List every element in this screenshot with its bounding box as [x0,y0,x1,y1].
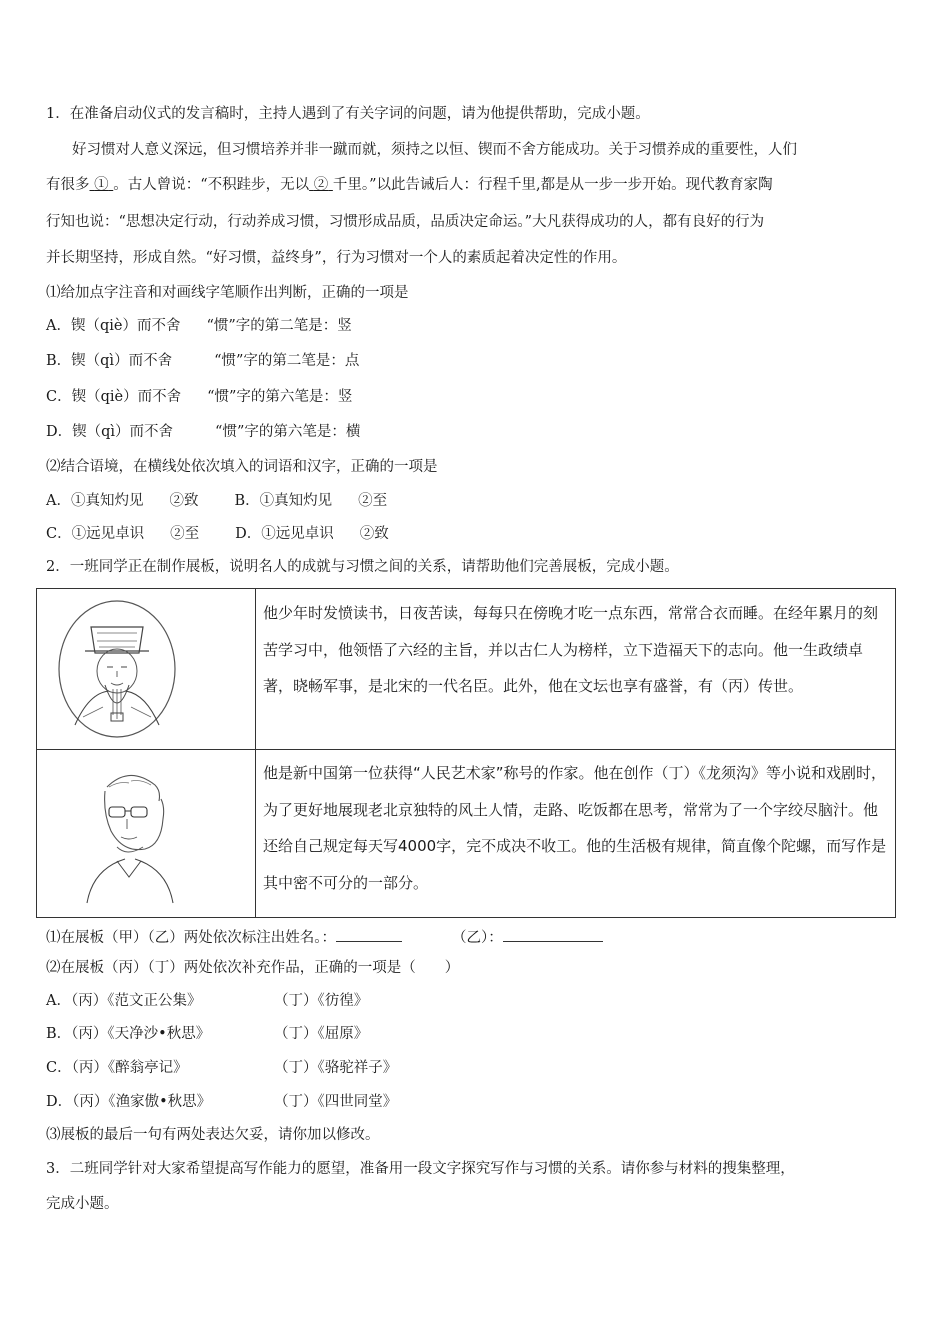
q1-intro: 1．在准备启动仪式的发言稿时，主持人遇到了有关字词的问题，请为他提供帮助，完成小题。 [46,106,650,122]
q1-sub2-option-c[interactable]: C．①远见卓识 ②至 [46,526,200,542]
q1-sub2-options-row-2 [46,524,389,544]
q2-sub3: ⑶展板的最后一句有两处表达欠妥，请你加以修改。 [46,1127,380,1143]
q1-sub2-option-a[interactable]: A．①真知灼见 ②致 [46,493,199,509]
exhibition-board [36,588,896,918]
portrait-fan-zhongyan-illustration [47,597,245,741]
q1-sub2-option-d[interactable]: D．①远见卓识 ②致 [235,526,389,542]
q2-sub2-option-d[interactable]: D．（丙）《渔家傲•秋思》 （丁）《四世同堂》 [46,1094,398,1110]
q1-passage-line-4: 并长期坚持，形成自然。“好习惯，益终身”，行为习惯对一个人的素质起着决定性的作用。 [46,250,627,266]
q1-passage-line-3: 行知也说：“思想决定行动，行动养成习惯，习惯形成品质，品质决定命运。”大凡获得成功的人，都有良好的行为 [46,214,765,230]
q1-passage-text-b: 。古人曾说：“不积跬步，无以 [113,177,310,193]
board-text-2: 他是新中国第一位获得“人民艺术家”称号的作家。他在创作（丁）《龙须沟》等小说和戏剧时，为了更好地展现老北京独特的风土人情，走路、吃饭都在思考，常常为了一个字绞尽脑汁。他还给自己规定每天写4000字，完不成决不收工。他的生活极有规律，简直像个陀螺，而写作是其中密不可分的一部分。 [263,764,887,892]
board-row-2 [37,749,895,917]
q3-intro-line-2: 完成小题。 [46,1196,119,1212]
q2-intro: 2．一班同学正在制作展板，说明名人的成就与习惯之间的关系，请帮助他们完善展板，完成小题。 [46,559,679,575]
answer-blank-yi[interactable] [503,925,603,942]
board-text-1: 他少年时发愤读书，日夜苦读，每每只在傍晚才吃一点东西，常常合衣而睡。在经年累月的刻苦学习中，他领悟了六经的主旨，并以古仁人为榜样，立下造福天下的志向。他一生政绩卓著，晓畅军事，是北宋的一代名臣。此外，他在文坛也享有盛誉，有（丙）传世。 [263,604,879,695]
blank-1: ① [94,177,109,193]
q2-sub2-option-b[interactable]: B．（丙）《天净沙•秋思》 （丁）《屈原》 [46,1026,369,1042]
q1-sub1-option-c[interactable]: C．锲（qiè）而不舍 “惯”字的第六笔是：竖 [46,389,353,405]
portrait-cell-2 [37,749,256,917]
q2-sub2-stem: ⑵在展板（丙）（丁）两处依次补充作品，正确的一项是（ ） [46,960,460,976]
portrait-lao-she-illustration [47,757,245,907]
q1-passage-line-2 [46,175,773,195]
q1-passage-text-a: 有很多 [46,177,90,193]
q2-sub2-option-c[interactable]: C．（丙）《醉翁亭记》 （丁）《骆驼祥子》 [46,1060,398,1076]
q1-sub2-stem: ⑵结合语境，在横线处依次填入的词语和汉字，正确的一项是 [46,459,438,475]
q1-sub1-option-a[interactable]: A．锲（qiè）而不舍 “惯”字的第二笔是：竖 [46,318,352,334]
blank-2: ② [313,177,329,193]
q1-sub2-options-row-1 [46,491,387,511]
q3-intro-line-1: 3．二班同学针对大家希望提高写作能力的愿望，准备用一段文字探究写作与习惯的关系。请你参与材料的搜集整理， [46,1161,795,1177]
q2-sub1: ⑴在展板（甲）（乙）两处依次标注出姓名。： （乙）： [46,925,603,948]
board-row-1 [37,589,895,750]
answer-blank-jia[interactable] [336,925,402,942]
q2-sub2-option-a[interactable]: A．（丙）《范文正公集》 （丁）《彷徨》 [46,993,369,1009]
q1-sub2-option-b[interactable]: B．①真知灼见 ②至 [234,493,388,509]
q1-sub1-stem: ⑴给加点字注音和对画线字笔顺作出判断，正确的一项是 [46,285,409,301]
q1-sub1-option-b[interactable]: B．锲（qì）而不舍 “惯”字的第二笔是：点 [46,353,360,369]
q1-passage-text-c: 千里。”以此告诫后人：行程千里,都是从一步一步开始。现代教育家陶 [332,177,773,193]
portrait-cell-1 [37,589,256,749]
q1-sub1-option-d[interactable]: D．锲（qì）而不舍 “惯”字的第六笔是：横 [46,424,361,440]
q1-passage-line-1: 好习惯对人意义深远，但习惯培养并非一蹴而就，须持之以恒、锲而不舍方能成功。关于习惯养成的重要性，人们 [72,142,797,158]
